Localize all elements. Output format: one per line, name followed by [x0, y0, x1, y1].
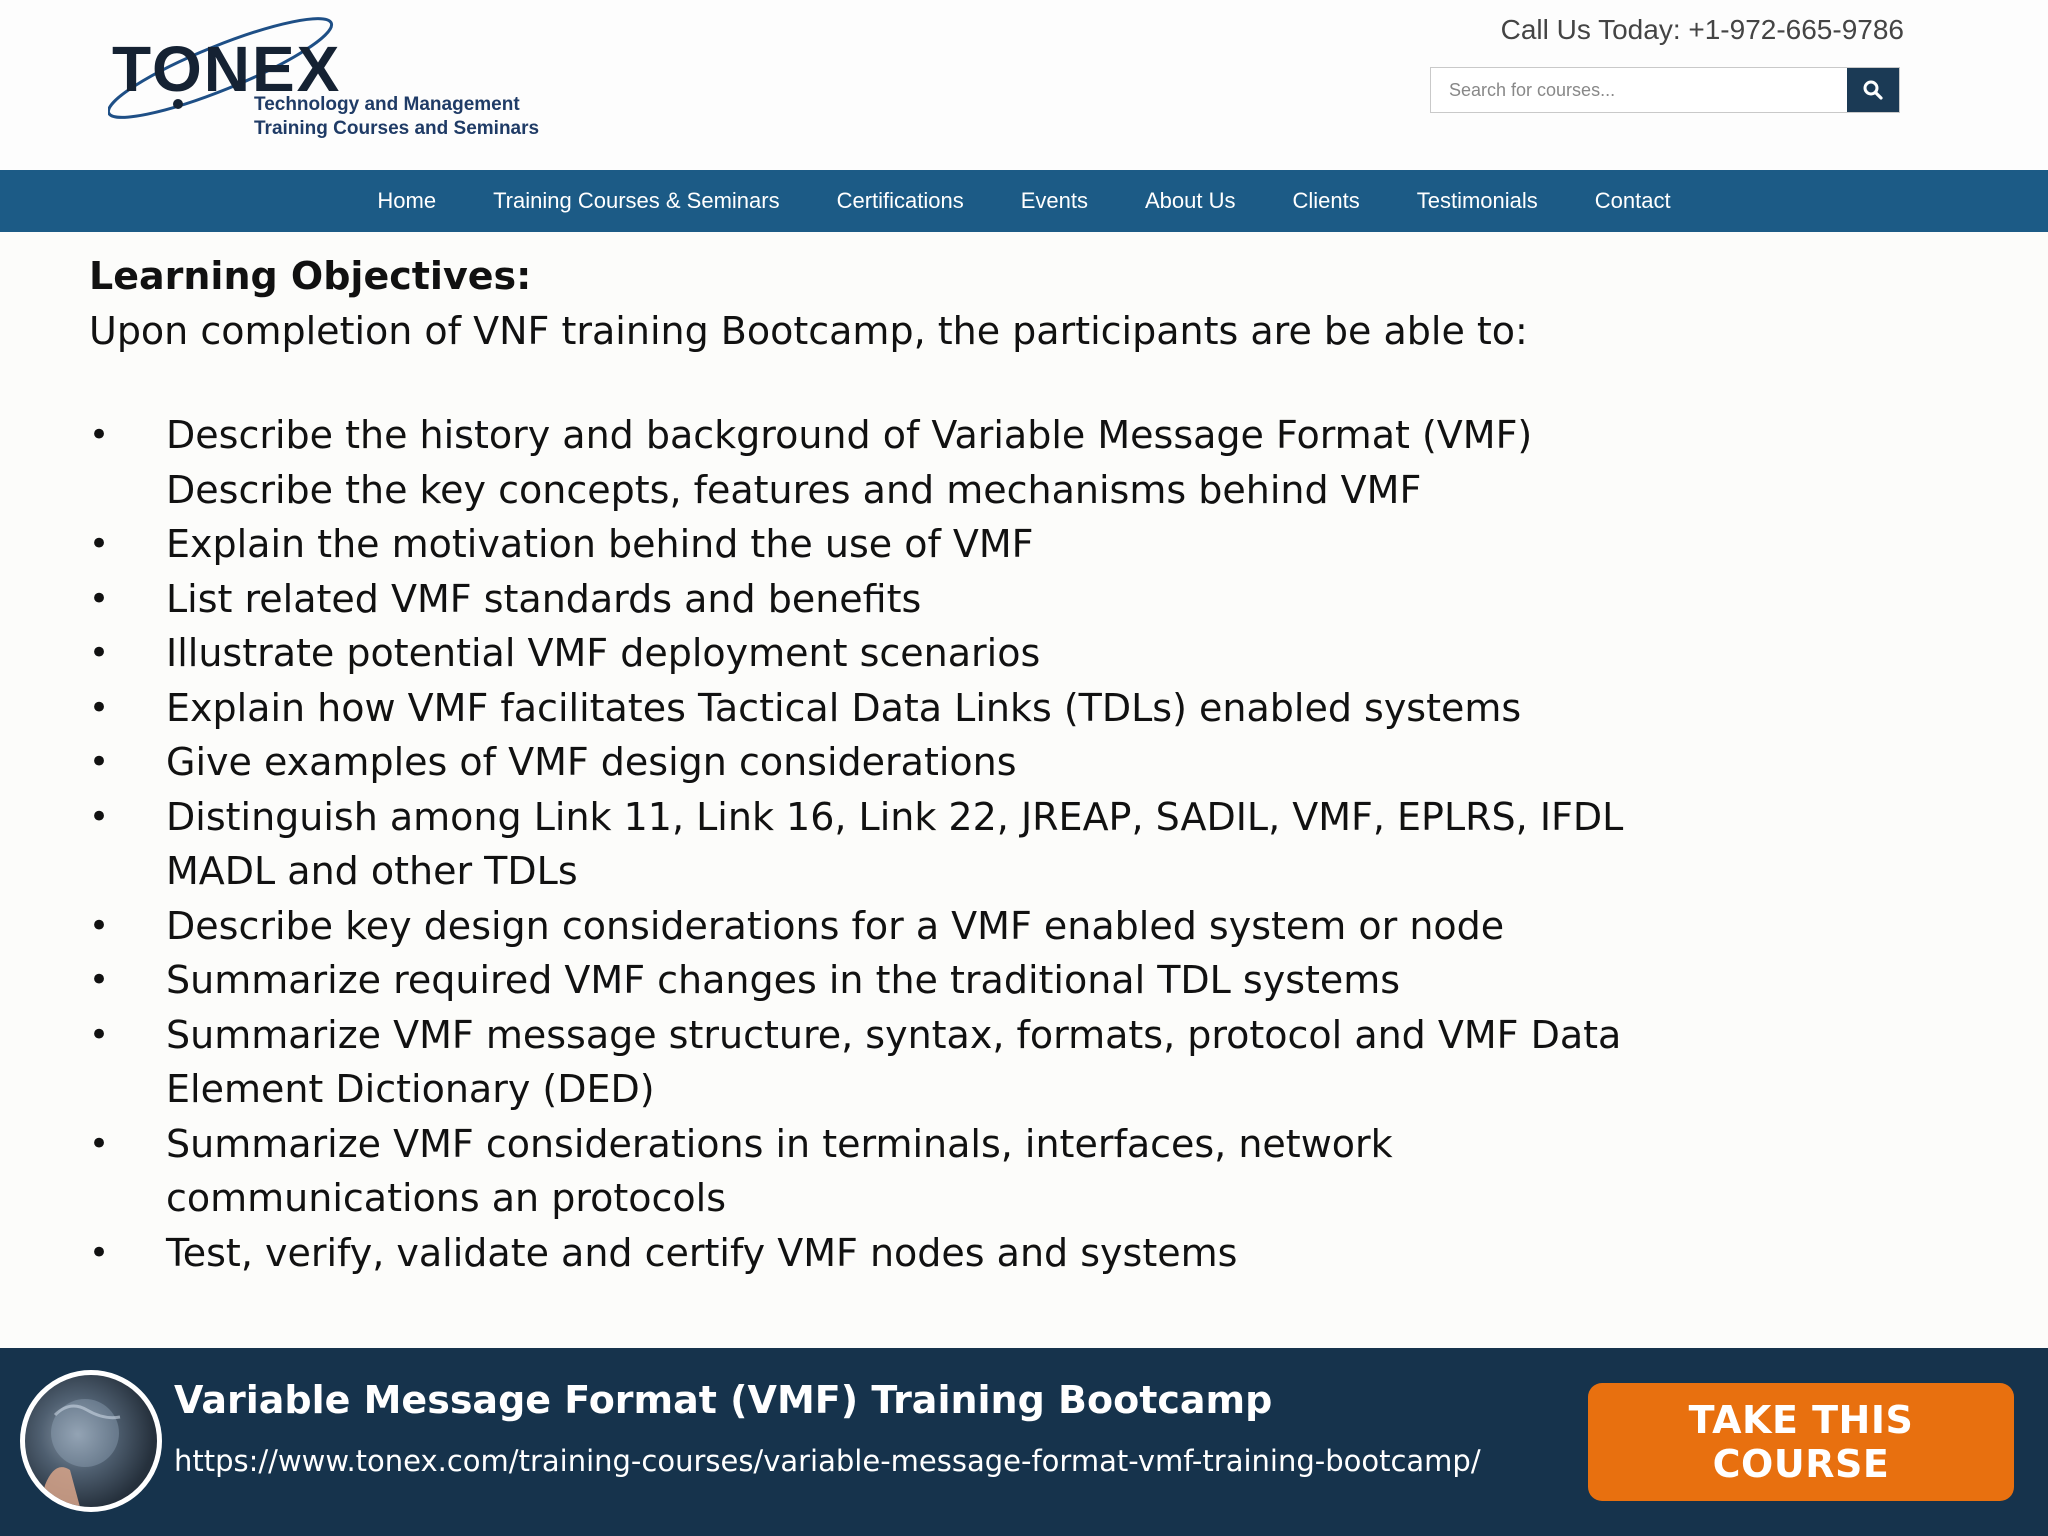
nav-item-testimonials[interactable]: Testimonials — [1416, 188, 1538, 213]
bullet-icon: • — [89, 742, 110, 782]
bullet-icon: • — [89, 796, 110, 837]
bullet-icon: • — [89, 415, 110, 455]
nav-item-about-us[interactable]: About Us — [1145, 188, 1236, 213]
bullet-icon: • — [89, 1123, 110, 1164]
objective-item — [89, 953, 1709, 1008]
course-banner — [0, 1348, 2048, 1536]
objective-text: Describe the history and background of Variable Message Format (VMF) Describe the key concepts, features and mechanisms behind VMF — [166, 413, 1533, 512]
objective-item — [89, 790, 1709, 899]
objective-item — [89, 1008, 1709, 1117]
logo-wordmark: TONEX — [112, 33, 342, 105]
objective-item — [89, 572, 1709, 627]
section-heading: Learning Objectives: — [89, 254, 532, 298]
objective-text: List related VMF standards and benefits — [166, 576, 922, 621]
nav-item-clients[interactable]: Clients — [1292, 188, 1360, 213]
objective-item — [89, 735, 1709, 790]
tonex-logo[interactable] — [108, 8, 548, 148]
bullet-icon: • — [89, 687, 110, 728]
bullet-icon: • — [89, 1232, 110, 1273]
objective-item — [89, 1226, 1709, 1281]
objective-text: Give examples of VMF design considerations — [166, 740, 1017, 784]
course-title[interactable]: Variable Message Format (VMF) Training Bootcamp — [174, 1378, 1273, 1422]
bullet-icon: • — [89, 905, 110, 946]
nav-item-certifications[interactable]: Certifications — [836, 188, 964, 213]
bullet-icon: • — [89, 960, 110, 1000]
objective-text: Explain how VMF facilitates Tactical Data Links (TDLs) enabled systems — [166, 685, 1522, 730]
call-us-phone[interactable]: Call Us Today: +1-972-665-9786 — [1500, 14, 1904, 45]
section-intro: Upon completion of VNF training Bootcamp, the participants are be able to: — [89, 309, 1528, 353]
nav-item-home[interactable]: Home — [377, 188, 437, 213]
learning-objectives-section — [89, 248, 1709, 1280]
take-this-course-button[interactable]: TAKE THIS COURSE — [1588, 1383, 2014, 1501]
objective-item — [89, 681, 1709, 736]
objective-item — [89, 517, 1709, 572]
nav-item-events[interactable]: Events — [1020, 188, 1088, 213]
site-header — [0, 0, 2048, 170]
objective-item — [89, 408, 1709, 517]
objective-text: Summarize required VMF changes in the traditional TDL systems — [166, 958, 1401, 1002]
nav-item-contact[interactable]: Contact — [1594, 188, 1671, 213]
course-search — [1430, 67, 1900, 113]
course-url[interactable]: https://www.tonex.com/training-courses/variable-message-format-vmf-training-bootcamp/ — [174, 1444, 1481, 1478]
search-button[interactable] — [1847, 68, 1899, 112]
objective-item — [89, 899, 1709, 954]
objective-text: Explain the motivation behind the use of VMF — [166, 522, 1034, 566]
objective-text: Illustrate potential VMF deployment scenarios — [166, 631, 1041, 675]
bullet-icon: • — [89, 578, 110, 619]
search-input[interactable] — [1431, 68, 1845, 112]
objective-item — [89, 626, 1709, 681]
bullet-icon: • — [89, 633, 110, 673]
logo-tagline-line1: Technology and Management — [254, 94, 520, 115]
logo-tagline-line2: Training Courses and Seminars — [254, 118, 540, 139]
objectives-list — [89, 408, 1709, 1280]
course-thumbnail — [20, 1370, 162, 1512]
objective-text: Distinguish among Link 11, Link 16, Link 22, JREAP, SADIL, VMF, EPLRS, IFDL MADL and other TDLs — [166, 794, 1624, 893]
main-nav — [0, 170, 2048, 232]
objective-text: Summarize VMF message structure, syntax, formats, protocol and VMF Data Element Dictionary (DED) — [166, 1012, 1622, 1111]
objective-text: Describe key design considerations for a VMF enabled system or node — [166, 903, 1505, 948]
bullet-icon: • — [89, 1014, 110, 1055]
search-icon — [1862, 79, 1884, 101]
objective-item — [89, 1117, 1709, 1226]
objective-text: Test, verify, validate and certify VMF nodes and systems — [166, 1230, 1238, 1275]
nav-item-training-courses[interactable]: Training Courses & Seminars — [493, 188, 780, 213]
objective-text: Summarize VMF considerations in terminals, interfaces, network communications an protocols — [166, 1121, 1393, 1220]
bullet-icon: • — [89, 524, 110, 564]
course-thumbnail-image — [25, 1375, 157, 1507]
